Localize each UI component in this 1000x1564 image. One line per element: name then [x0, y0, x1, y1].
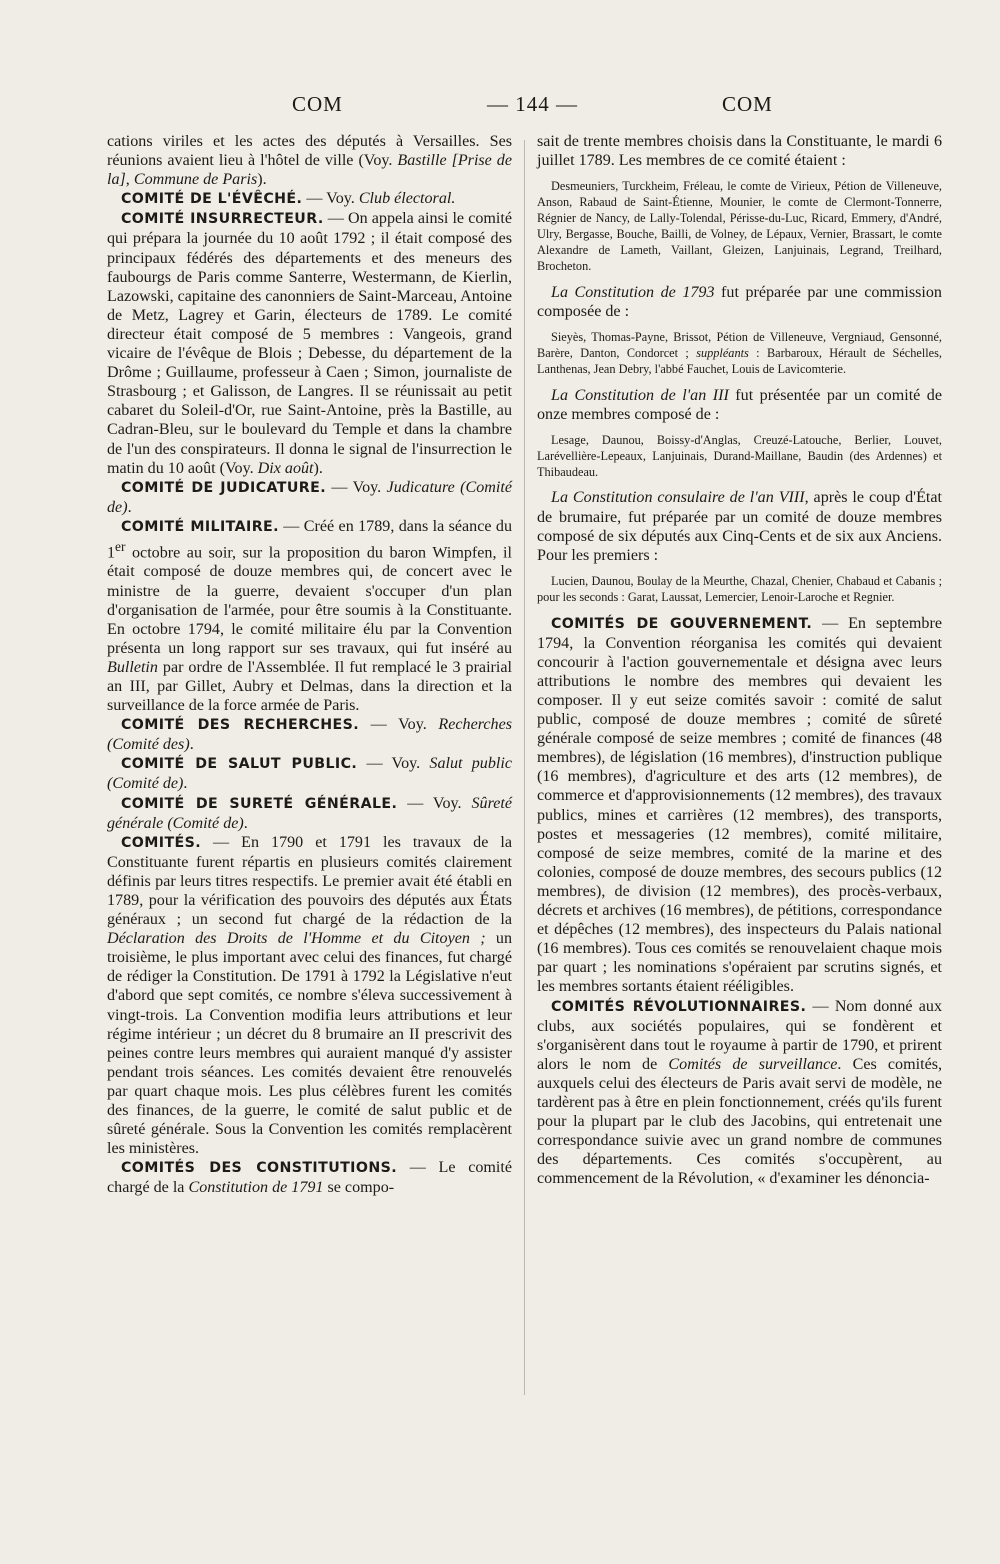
entry-headword: COMITÉ DE L'ÉVÊCHÉ. [121, 191, 303, 208]
entry-headword: COMITÉ DES RECHERCHES. [121, 717, 359, 734]
left-column [107, 132, 512, 1198]
entry-paragraph [107, 715, 512, 754]
column-divider [524, 140, 525, 1395]
entry-paragraph [107, 209, 512, 477]
body-text: Lucien, Daunou, Boulay de la Meurthe, Chazal, Chenier, Chabaud et Cabanis ; pour les seconds : Garat, Laussat, Lemercier, Lenoir-Laroche et Regnier. [537, 573, 942, 604]
italic-text: suppléants [696, 345, 749, 360]
body-text: Sieyès, Thomas-Payne, Brissot, Pétion de Villeneuve, Vergniaud, Gensonné, Barère, Danton, Condorcet ; [537, 329, 942, 360]
entry-paragraph [537, 614, 942, 997]
body-text: — Nom donné aux clubs, aux sociétés populaires, qui se fondèrent et s'organisèrent dans tout le royaume à partir de 1790, et prirent alors le nom de [537, 997, 942, 1073]
running-head-right: COM [722, 92, 773, 116]
entry-headword: COMITÉ MILITAIRE. [121, 518, 279, 535]
italic-text: Club électoral. [358, 190, 456, 208]
entry-headword: COMITÉS RÉVOLUTIONNAIRES. [551, 998, 807, 1015]
entry-headword: COMITÉS. [121, 834, 202, 851]
body-text: , [125, 171, 134, 189]
entry-paragraph [107, 794, 512, 833]
body-text: octobre au soir, sur la proposition du baron Wimpfen, il était composé de douze membres qui, de concert avec le ministre de la guerre, devaient s'occuper d'un plan d'organisation de l'armée, pour être soumis à la Constituante. En octobre 1794, le comité militaire élu par la Convention présenta un long rapport sur ses travaux, qui fut inséré au [107, 544, 512, 657]
body-text: par ordre de l'Assemblée. Il fut remplacé le 3 prairial an III, par Gillet, Aubry et Delmas, dans la direction et la surveillance de la force armée de Paris. [107, 658, 512, 715]
body-text: Lesage, Daunou, Boissy-d'Anglas, Creuzé-Latouche, Berlier, Louvet, Larévellière-Lepeaux, Lanjuinais, Durand-Maillane, Baudin (des Ardennes) et Thibaudeau. [537, 432, 942, 479]
italic-text: Comités de surveillance [668, 1055, 838, 1073]
body-text: — En septembre 1794, la Convention réorganisa les comités qui devaient concourir à l'action gouvernementale et désigna avec leurs attributions le nombre des membres qui devaient les composer. Il y eut seize comités savoir : comité de salut public, composé de douze membres ; comité de sûreté générale composé de seize membres ; comité de finances (48 membres), de législation (16 membres), d'instruction publique (16 membres), d'agriculture et des arts (12 membres), de commerce et d'approvisionnements (12 membres), des travaux publics, mines et carrières (12 membres), des transports, postes et messageries (12 membres), comité militaire, composé de seize membres, comité de la marine et des colonies, composé de douze membres, des secours publics (12 membres), de division (12 membres), des procès-verbaux, décrets et archives (16 membres), de pétitions, correspondance et dépêches (12 membres), des inspecteurs du Palais national (16 membres). Tous ces comités se renouvelaient chaque mois par quart ; les nominations s'opéraient par scrutins signés, et les membres sortants étaient rééligibles. [537, 614, 942, 996]
italic-text: La Constitution consulaire de l'an VIII [551, 489, 805, 507]
entry-paragraph [107, 478, 512, 517]
body-text: — Le comité chargé de la [107, 1159, 513, 1197]
italic-text: La Constitution de 1793 [551, 283, 715, 301]
italic-text: Sûreté générale (Comité de) [107, 794, 512, 832]
italic-text: Dix août [257, 459, 314, 477]
body-text: . Ces comités, auxquels celui des électeurs de Paris avait servi de modèle, ne tardèrent pas à être en plein fonctionnement, créés qu'ils furent pour la plupart par le club des Jacobins, qui entretenait une correspondance suivie avec un grand nombre de communes des départements. Ces comités s'occupèrent, au commencement de la Révolution, « d'examiner les dénoncia- [537, 1055, 942, 1188]
entry-paragraph [537, 488, 942, 564]
body-text: — Voy. [302, 190, 359, 208]
body-text: ). [313, 459, 323, 477]
entry-paragraph [107, 833, 512, 1159]
right-column [537, 132, 942, 1188]
italic-text: Déclaration des Droits de l'Homme et du Citoyen ; [107, 930, 486, 948]
name-list-paragraph [537, 433, 942, 481]
italic-text: Judicature (Comité de) [107, 478, 512, 516]
body-text: , après le coup d'État de brumaire, fut préparée par un comité de douze membres composé de six députés aux Cinq-Cents et de six aux Anciens. Pour les premiers : [537, 489, 942, 564]
entry-headword: COMITÉS DE GOUVERNEMENT. [551, 615, 813, 632]
body-text: : Barbaroux, Hérault de Séchelles, Lanthenas, Jean Debry, l'abbé Fauchet, Louis de Lavicomterie. [537, 345, 942, 376]
italic-text: Bulletin [107, 658, 158, 676]
superscript: er [115, 538, 126, 554]
body-text: — Voy. [397, 794, 472, 812]
body-text: — Voy. [359, 716, 439, 734]
italic-text: Commune de Paris [133, 171, 258, 189]
body-text: sait de trente membres choisis dans la Constituante, le mardi 6 juillet 1789. Les membres de ce comité étaient : [537, 133, 942, 170]
body-text: — Voy. [326, 478, 387, 496]
name-list-paragraph [537, 330, 942, 378]
page-number: — 144 — [487, 92, 578, 116]
entry-paragraph [107, 517, 512, 715]
body-text: Desmeuniers, Turckheim, Fréleau, le comte de Virieux, Pétion de Villeneuve, Anson, Rabaud de Saint-Étienne, Mounier, le comte de Clermont-Tonnerre, Régnier de Nancy, de Lally-Tolendal, Périsse-du-Luc, Ricard, Emmery, d'André, Ulry, Bergasse, Bouche, Bailli, de Volney, de Lépaux, Vernier, Brassart, le comte Alexandre de Lameth, Vaillant, Gleizen, Lanjuinais, Legrand, Treilhard, Brocheton. [537, 179, 942, 273]
entry-paragraph [537, 997, 942, 1189]
entry-paragraph [537, 132, 942, 170]
entry-headword: COMITÉ INSURRECTEUR. [121, 211, 324, 228]
italic-text: La Constitution de l'an III [551, 386, 729, 404]
entry-paragraph [107, 132, 512, 189]
body-text: . [127, 498, 132, 516]
body-text: fut préparée par une commission composée de : [537, 283, 942, 320]
entry-headword: COMITÉS DES CONSTITUTIONS. [121, 1160, 398, 1177]
body-text: se compo- [323, 1179, 395, 1197]
body-text: . [243, 814, 248, 832]
body-text: — Créé en 1789, dans la séance du 1 [107, 517, 512, 562]
body-text: — On appela ainsi le comité qui prépara la journée du 10 août 1792 ; il était composé des principaux fédérés des départements et des meneurs des faubourgs de Paris comme Santerre, Westermann, de Kierlin, Lazowski, capitaine des canonniers de Saint-Marceau, Antoine de Metz, Lagrey et Garin, électeurs de 1789. Le comité directeur était composé de 5 membres : Vangeois, grand vicaire de l'évêque de Blois ; Debesse, du département de la Drôme ; Guillaume, professeur à Caen ; Simon, journaliste de Strasbourg ; et Galisson, de Langres. Il se réunissait au petit cabaret du Soleil-d'Or, rue Saint-Antoine, près la Bastille, au Cadran-Bleu, sur le boulevard du Temple et dans la chambre de l'un des conspirateurs. Il donna le signal de l'insurrection le matin du 10 août (Voy. [107, 210, 512, 477]
body-text: — Voy. [357, 755, 430, 773]
entry-paragraph [107, 754, 512, 793]
body-text: . [183, 775, 188, 793]
body-text: . [189, 736, 194, 754]
entry-paragraph [107, 189, 512, 209]
body-text: fut présentée par un comité de onze membres composé de : [537, 386, 942, 423]
entry-headword: COMITÉ DE SALUT PUBLIC. [121, 756, 358, 773]
italic-text: Constitution de 1791 [188, 1179, 324, 1197]
entry-headword: COMITÉ DE JUDICATURE. [121, 479, 327, 496]
entry-headword: COMITÉ DE SURETÉ GÉNÉRALE. [121, 795, 398, 812]
body-text: cations viriles et les actes des députés à Versailles. Ses réunions avaient lieu à l'hôtel de ville (Voy. [107, 133, 512, 170]
body-text: un troisième, le plus important avec celui des finances, fut chargé de rédiger la Constitution. De 1791 à 1792 la Législative n'eut d'abord que sept comités, ce nombre s'éleva successivement à vingt-trois. La Convention modifia leurs attributions et leur régime intérieur ; un décret du 8 brumaire an II prescrivit des peines contre leurs membres qui auraient manqué d'y assister pendant trois séances. Les comités devaient être renouvelés par quart chaque mois. Les plus célèbres furent les comités des finances, de la guerre, le comité de salut public et de sûreté générale. Sous la Convention les comités remplacèrent les ministères. [107, 930, 512, 1158]
name-list-paragraph [537, 179, 942, 274]
running-head-left: COM [292, 92, 343, 116]
entry-paragraph [537, 386, 942, 424]
entry-paragraph [107, 1158, 512, 1197]
entry-paragraph [537, 283, 942, 321]
body-text: — En 1790 et 1791 les travaux de la Constituante furent répartis en plusieurs comités clairement définis par leurs titres respectifs. Le premier avait été établi en 1789, pour la vérification des pouvoirs des députés aux États généraux ; un second fut chargé de la rédaction de la [107, 833, 512, 929]
italic-text: Salut public (Comité de) [107, 755, 512, 793]
name-list-paragraph [537, 574, 942, 606]
italic-text: Bastille [Prise de la] [107, 152, 512, 189]
body-text: ). [257, 171, 267, 189]
italic-text: Recherches (Comité des) [107, 716, 512, 754]
